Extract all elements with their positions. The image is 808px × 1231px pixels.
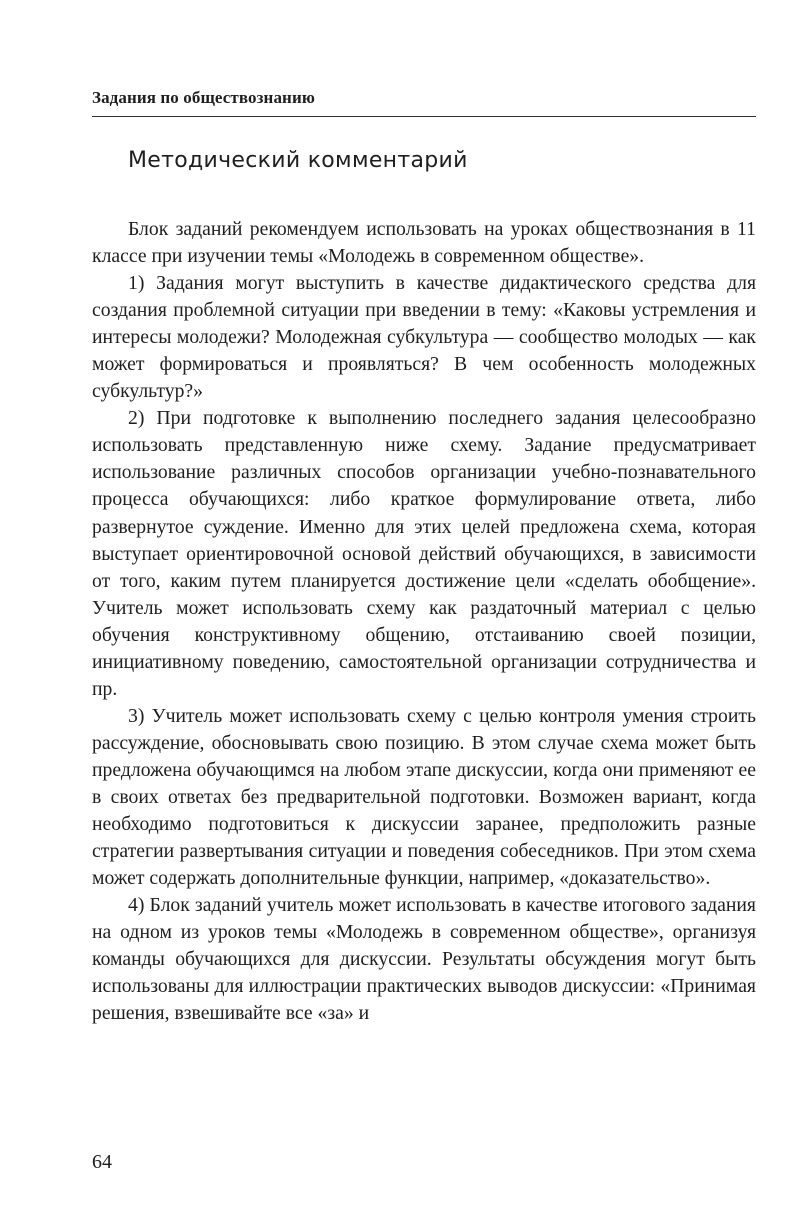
paragraph-3: 3) Учитель может использовать схему с целью контроля умения строить рассуждение, обосновывать свою позицию. В этом случае схема может быть предложена обучающимся на любом этапе дискуссии, когда они применяют ее в своих ответах без предварительной подготовки. Возможен вариант, когда необходимо подготовиться к дискуссии заранее, предположить разные стратегии развертывания ситуации и поведения собеседников. При этом схема может содержать дополнительные функции, например, «доказательство». [92,704,756,890]
page-number: 64 [92,1151,112,1173]
running-head: Задания по обществознанию [92,88,315,107]
paragraph-intro: Блок заданий рекомендуем использовать на уроках обществознания в 11 классе при изучении темы «Молодежь в современном обществе». [92,218,756,268]
paragraph-2: 2) При подготовке к выполнению последнего задания целесообразно использовать представленную ниже схему. Задание предусматривает использование различных способов организации учебно-познавательного процесса обучающихся: либо краткое формулирование ответа, либо развернутое суждение. Именно для этих целей предложена схема, которая выступает ориентировочной основой действий обучающихся, в зависимости от того, каким путем планируется достижение цели «сделать обобщение». Учитель может использовать схему как раздаточный материал с целью обучения конструктивному общению, отстаиванию своей позиции, инициативному поведению, самостоятельной организации сотрудничества и пр. [92,407,756,700]
header-rule [92,116,756,117]
section-title: Методический комментарий [128,148,468,173]
paragraph-1: 1) Задания могут выступить в качестве дидактического средства для создания проблемной ситуации при введении в тему: «Каковы устремления и интересы молодежи? Молодежная субкультура — сообщество молодых — как может формироваться и проявляться? В чем особенность молодежных субкультур?» [92,272,756,403]
body-text [92,216,756,1027]
paragraph-4: 4) Блок заданий учитель может использовать в качестве итогового задания на одном из уроков темы «Молодежь в современном обществе», организуя команды обучающихся для дискуссии. Результаты обсуждения могут быть использованы для иллюстрации практических выводов дискуссии: «Принимая решения, взвешивайте все «за» и [92,894,756,1025]
